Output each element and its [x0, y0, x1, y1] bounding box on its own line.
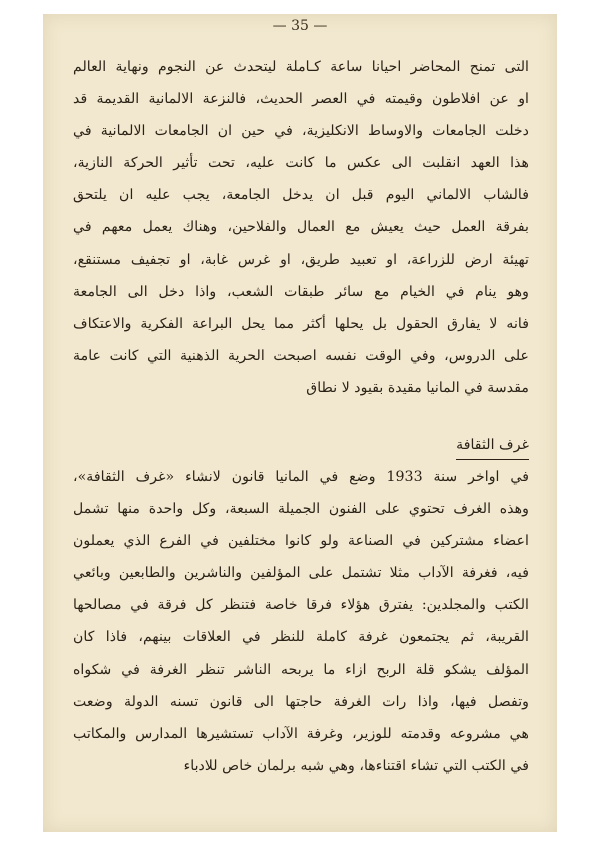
text-line: المؤلف يشكو قلة الربح ازاء ما يربحه الناشر تنظر الغرفة في شكواه — [73, 661, 529, 678]
text-line: بفرقة العمل حيث يعيش مع العمال والفلاحين، وهناك يعمل معهم في — [73, 219, 529, 236]
text-line: فالشاب الالماني اليوم قبل ان يدخل الجامعة، يجب عليه ان يلتحق — [73, 187, 529, 204]
text-line: هي مشروعه وقدمته للوزير، وغرفة الآداب تستشيرها المدارس والمكاتب — [73, 725, 529, 742]
text-line: الكتب والمجلدين: يفترق هؤلاء فرقا خاصة فتنظر كل فرقة في مصالحها — [73, 597, 529, 614]
text-line: تهيئة ارض للزراعة، او تعبيد طريق، او غرس غابة، او تجفيف مستنقع، — [73, 251, 529, 268]
text-line: وهذه الغرف تحتوي على الفنون الجميلة السبعة، وكل واحدة منها تشمل — [73, 501, 529, 518]
text-line: دخلت الجامعات والاوساط الانكليزية، في حين ان الجامعات الالمانية في — [73, 123, 529, 140]
paragraph-2 — [73, 461, 529, 782]
text-line: فيه، فغرفة الآداب مثلا تشتمل على المؤلفين والناشرين والطابعين وبائعي — [73, 565, 529, 582]
text-line: او عن افلاطون وقيمته في العصر الحديث، فالنزعة الالمانية القديمة قد — [73, 91, 529, 108]
section-heading: غرف الثقافة — [456, 432, 529, 460]
text-line: على الدروس، وفي الوقت نفسه اصبحت الحرية الذهنية التي كانت عامة — [73, 347, 529, 364]
text-line: في الكتب التي تشاء اقتناءها، وهي شبه برلمان خاص للادباء — [183, 757, 529, 774]
text-line: في اواخر سنة 1933 وضع في المانيا قانون لانشاء «غرف الثقافة»، — [73, 469, 529, 485]
text-line: التى تمنح المحاضر احيانا ساعة كـاملة ليتحدث عن النجوم ونهاية العالم — [73, 59, 529, 75]
text-line: فانه لا يفارق الحقول بل يحلها أكثر مما يحل البراعة الفكرية والاعتكاف — [73, 315, 529, 332]
book-page — [43, 14, 557, 832]
text-line: وهو ينام في الخيام مع سائر طبقات الشعب، واذا دخل الى الجامعة — [73, 283, 529, 300]
text-line: وتفصل فيها، واذا رات الغرفة حاجتها الى قانون تسنه الدولة وضعت — [73, 693, 529, 710]
text-line: اعضاء مشتركين في الصناعة ولو كانوا مختلفين في الفرع الذي يعملون — [73, 533, 529, 550]
text-line: مقدسة في المانيا مقيدة بقيود لا نطاق — [306, 379, 529, 396]
text-line: هذا العهد انقلبت الى عكس ما كانت عليه، تحت تأثير الحركة النازية، — [73, 155, 529, 172]
paragraph-1 — [73, 51, 529, 404]
text-line: القريبة، ثم يجتمعون غرفة كاملة للنظر في العلاقات بينهم، فاذا كان — [73, 629, 529, 646]
page-number: — 35 — — [272, 18, 328, 34]
